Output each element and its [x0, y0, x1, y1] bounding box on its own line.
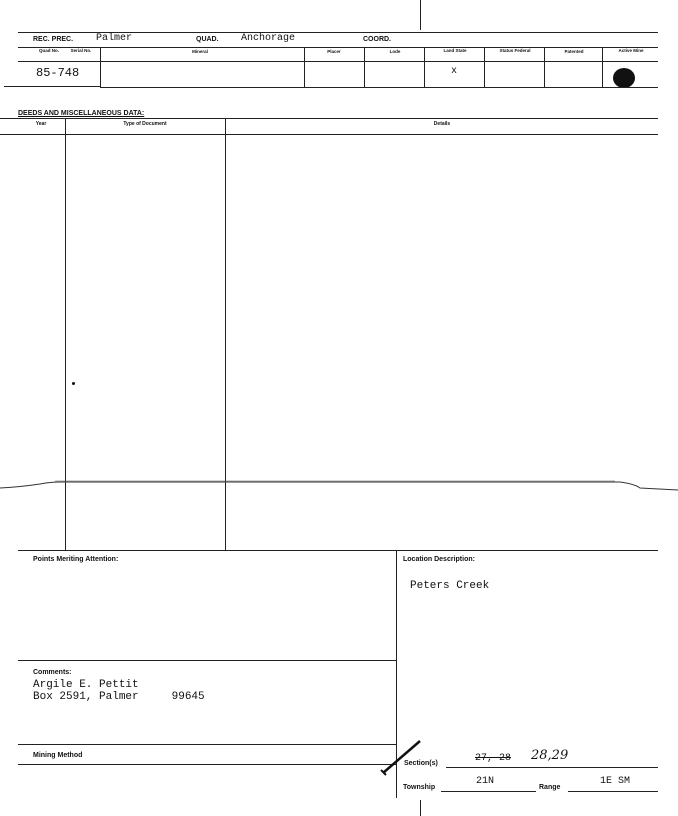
col-div — [364, 47, 365, 87]
mining-top-rule — [18, 744, 396, 745]
stray-dot — [72, 382, 75, 385]
col-mineral: Mineral — [192, 49, 208, 54]
col-land-state: Land State — [443, 48, 467, 53]
coord-label: COORD. — [363, 36, 391, 43]
rec-prec-value: Palmer — [96, 33, 133, 44]
col-patented: Patented — [564, 49, 584, 54]
sections-underline — [446, 767, 658, 768]
township-label: Township — [403, 784, 436, 791]
col-placer: Placer — [327, 49, 341, 54]
quad-serial-value: 85-748 — [36, 66, 80, 80]
col-lode: Lode — [389, 49, 401, 54]
comment-line-1: Argile E. Pettit — [33, 679, 139, 691]
col-serial-no: Serial No. — [70, 48, 92, 53]
sections-label: Section(s) — [404, 760, 438, 767]
top-divider-tick — [420, 0, 421, 30]
scan-fold-line — [0, 470, 678, 500]
col-year: Year — [35, 121, 47, 127]
quad-value: Anchorage — [241, 33, 296, 44]
deeds-top-rule — [0, 118, 658, 119]
mining-rule — [18, 764, 396, 765]
mining-method-label: Mining Method — [33, 752, 83, 759]
bottom-tick — [420, 800, 421, 816]
col-details: Details — [433, 121, 451, 127]
comment-line-2: Box 2591, Palmer 99645 — [33, 691, 205, 703]
deeds-header-rule — [0, 134, 658, 135]
range-value: 1E SM — [600, 776, 631, 787]
comments-top-rule — [18, 660, 396, 661]
range-underline — [568, 791, 658, 792]
sections-struck: 27, 28 — [475, 753, 512, 764]
header-rule-3 — [18, 61, 658, 62]
location-label: Location Description: — [403, 556, 475, 563]
header-rule-2 — [18, 47, 658, 48]
comments-label: Comments: — [33, 669, 72, 676]
col-active-mine: Active Mine — [618, 48, 644, 53]
col-div — [602, 47, 603, 87]
township-value: 21N — [476, 776, 495, 787]
sections-handwritten: 28,29 — [531, 748, 569, 763]
col-status-federal: Status Federal — [499, 48, 531, 53]
col-div — [484, 47, 485, 87]
handwritten-check-mark — [378, 738, 428, 778]
deeds-title: DEEDS AND MISCELLANEOUS DATA: — [18, 110, 145, 117]
location-value: Peters Creek — [410, 580, 490, 592]
land-state-mark: x — [451, 66, 458, 77]
col-div — [304, 47, 305, 87]
col-div — [544, 47, 545, 87]
range-label: Range — [539, 784, 561, 791]
col-div — [100, 47, 101, 87]
township-underline — [441, 791, 536, 792]
points-label: Points Meriting Attention: — [33, 556, 119, 563]
bottom-top-rule — [18, 550, 658, 551]
row-bottom-rule-left — [4, 86, 100, 87]
col-type-of-document: Type of Document — [123, 121, 167, 127]
active-mine-blob — [613, 68, 635, 88]
col-quad-no: Quad No. — [39, 48, 59, 53]
row-bottom-rule — [100, 87, 658, 88]
rec-prec-label: REC. PREC. — [33, 36, 74, 43]
col-div — [424, 47, 425, 87]
quad-label: QUAD. — [196, 36, 219, 43]
